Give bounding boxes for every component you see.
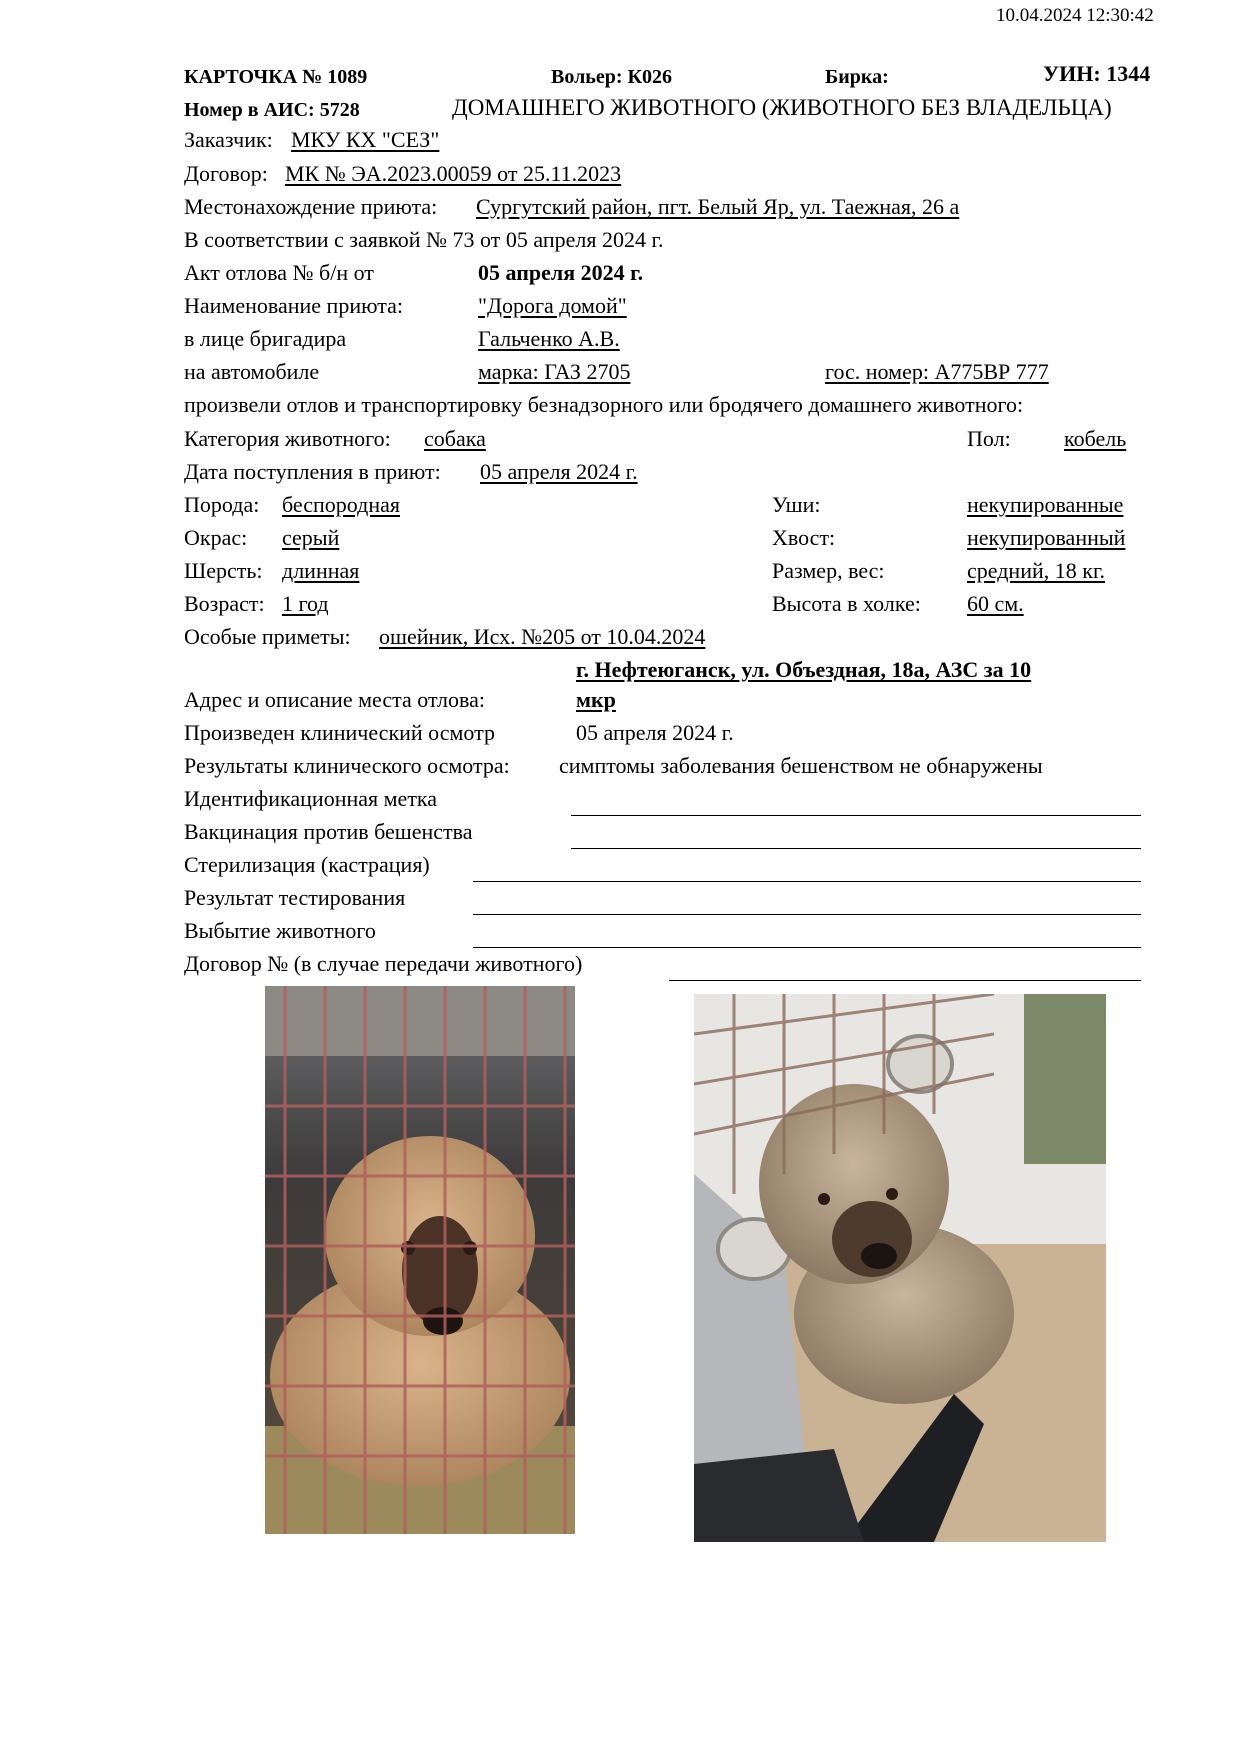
dog-photo-cage [265, 986, 575, 1534]
departure-label: Выбытие животного [184, 918, 376, 943]
marks-label: Особые приметы: [184, 624, 351, 649]
clinical-result-label: Результаты клинического осмотра: [184, 753, 510, 778]
tag-label: Бирка: [825, 66, 889, 88]
card-number: КАРТОЧКА № 1089 [184, 66, 368, 88]
arrival-label: Дата поступления в приют: [184, 459, 441, 484]
breed-value: беспородная [282, 492, 400, 517]
height-value: 60 см. [967, 591, 1024, 616]
vehicle-brand: марка: ГАЗ 2705 [478, 359, 631, 384]
color-value: серый [282, 525, 340, 550]
ears-label: Уши: [772, 492, 821, 517]
age-value: 1 год [282, 591, 329, 616]
clinical-exam-date: 05 апреля 2024 г. [576, 720, 734, 745]
capture-place-line2: мкр [576, 687, 616, 712]
enclosure-number: Вольер: К026 [551, 66, 673, 88]
size-value: средний, 18 кг. [967, 558, 1105, 583]
tail-label: Хвост: [772, 525, 836, 550]
capture-act-label: Акт отлова № б/н от [184, 260, 374, 285]
clinical-exam-label: Произведен клинический осмотр [184, 720, 496, 745]
size-label: Размер, вес: [772, 558, 885, 583]
transfer-contract-label: Договор № (в случае передачи животного) [184, 951, 583, 976]
contract-value: МК № ЭА.2023.00059 от 25.11.2023 [285, 161, 622, 186]
contract-label: Договор: [184, 161, 268, 186]
ais-number: Номер в АИС: 5728 [184, 99, 360, 121]
sterilization-blank-line [473, 881, 1141, 882]
id-mark-blank-line [571, 815, 1141, 816]
age-label: Возраст: [184, 591, 265, 616]
statement-line: произвели отлов и транспортировку безнадзорного или бродячего домашнего животного: [184, 392, 1024, 417]
vaccination-label: Вакцинация против бешенства [184, 819, 473, 844]
sex-value: кобель [1064, 426, 1127, 451]
shelter-name-label: Наименование приюта: [184, 293, 404, 318]
uin-number: УИН: 1344 [1043, 61, 1151, 86]
foreman-value: Гальченко А.В. [478, 326, 620, 351]
ears-value: некупированные [967, 492, 1124, 517]
category-value: собака [424, 426, 486, 451]
shelter-name-value: "Дорога домой" [478, 293, 627, 318]
marks-value: ошейник, Исх. №205 от 10.04.2024 [379, 624, 706, 649]
shelter-location-value: Сургутский район, пгт. Белый Яр, ул. Таежная, 26 а [476, 194, 960, 219]
transfer-contract-blank-line [669, 980, 1141, 981]
test-result-blank-line [473, 914, 1141, 915]
foreman-label: в лице бригадира [184, 326, 347, 351]
request-line: В соответствии с заявкой № 73 от 05 апреля 2024 г. [184, 227, 664, 252]
vaccination-blank-line [571, 848, 1141, 849]
sex-label: Пол: [967, 426, 1011, 451]
capture-place-line1: г. Нефтеюганск, ул. Объездная, 18а, АЗС за 10 [576, 657, 1032, 682]
clinical-result-value: симптомы заболевания бешенством не обнаружены [559, 753, 1043, 778]
test-result-label: Результат тестирования [184, 885, 406, 910]
document-title: ДОМАШНЕГО ЖИВОТНОГО (ЖИВОТНОГО БЕЗ ВЛАДЕЛЬЦА) [452, 95, 1112, 120]
id-mark-label: Идентификационная метка [184, 786, 438, 811]
capture-act-date: 05 апреля 2024 г. [478, 260, 644, 285]
dog-photo-enclosure [694, 994, 1106, 1542]
tail-value: некупированный [967, 525, 1126, 550]
arrival-value: 05 апреля 2024 г. [480, 459, 638, 484]
capture-place-label: Адрес и описание места отлова: [184, 687, 485, 712]
print-timestamp: 10.04.2024 12:30:42 [996, 5, 1154, 26]
fur-label: Шерсть: [184, 558, 263, 583]
customer-value: МКУ КХ "СЕЗ" [291, 127, 440, 152]
color-label: Окрас: [184, 525, 248, 550]
sterilization-label: Стерилизация (кастрация) [184, 852, 430, 877]
fur-value: длинная [282, 558, 360, 583]
vehicle-plate: гос. номер: А775ВР 777 [825, 359, 1049, 384]
height-label: Высота в холке: [772, 591, 921, 616]
breed-label: Порода: [184, 492, 260, 517]
category-label: Категория животного: [184, 426, 391, 451]
customer-label: Заказчик: [184, 127, 273, 152]
vehicle-label: на автомобиле [184, 359, 320, 384]
shelter-location-label: Местонахождение приюта: [184, 194, 438, 219]
departure-blank-line [473, 947, 1141, 948]
